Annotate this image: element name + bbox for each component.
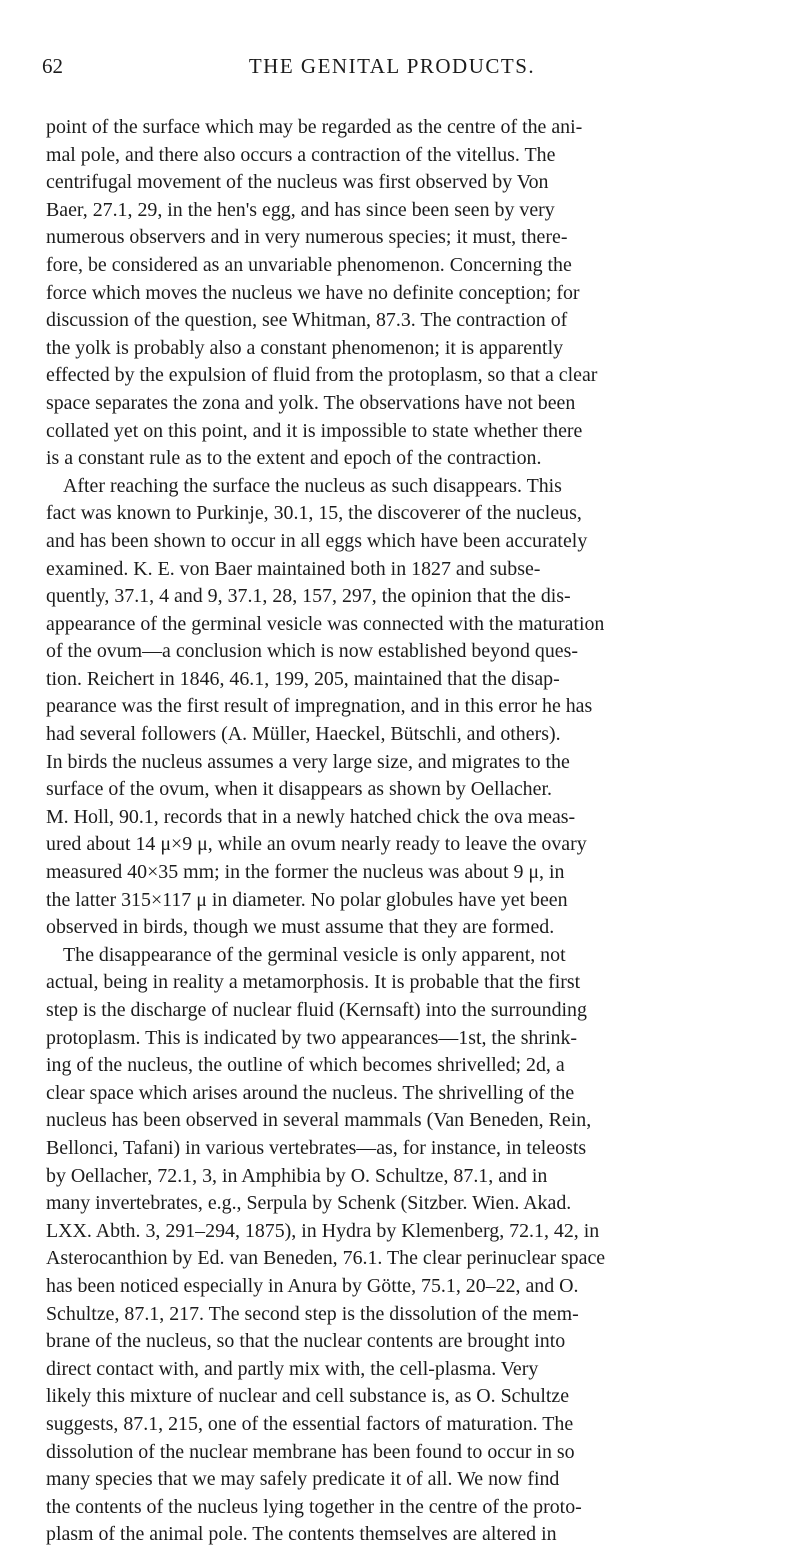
- text-line: by Oellacher, 72.1, 3, in Amphibia by O. Schultze, 87.1, and in: [46, 1164, 548, 1187]
- text-line: ing of the nucleus, the outline of which becomes shrivelled; 2d, a: [46, 1054, 565, 1077]
- text-line: the latter 315×117 μ in diameter. No polar globules have yet been: [46, 888, 568, 911]
- text-line: force which moves the nucleus we have no definite conception; for: [46, 281, 580, 304]
- page-number: 62: [42, 54, 63, 78]
- text-line: Schultze, 87.1, 217. The second step is the dissolution of the mem-: [46, 1302, 579, 1325]
- text-line: the contents of the nucleus lying together in the centre of the proto-: [46, 1495, 582, 1518]
- text-line: had several followers (A. Müller, Haeckel, Bütschli, and others).: [46, 723, 561, 746]
- text-line: appearance of the germinal vesicle was connected with the maturation: [46, 612, 605, 635]
- text-line: dissolution of the nuclear membrane has been found to occur in so: [46, 1440, 575, 1463]
- running-header: [42, 48, 762, 84]
- text-line: tion. Reichert in 1846, 46.1, 199, 205, maintained that the disap-: [46, 667, 560, 690]
- text-line: numerous observers and in very numerous species; it must, there-: [46, 226, 568, 249]
- text-line: and has been shown to occur in all eggs which have been accurately: [46, 529, 588, 552]
- text-line: measured 40×35 mm; in the former the nucleus was about 9 μ, in: [46, 861, 565, 884]
- text-line: discussion of the question, see Whitman, 87.3. The contraction of: [46, 309, 568, 332]
- text-line: has been noticed especially in Anura by Götte, 75.1, 20–22, and O.: [46, 1274, 579, 1297]
- text-line: likely this mixture of nuclear and cell substance is, as O. Schultze: [46, 1385, 570, 1408]
- text-line: Asterocanthion by Ed. van Beneden, 76.1. The clear perinuclear space: [46, 1247, 606, 1270]
- paragraph-start-line: After reaching the surface the nucleus as such disappears. This: [63, 474, 562, 497]
- text-line: fact was known to Purkinje, 30.1, 15, the discoverer of the nucleus,: [46, 502, 582, 525]
- text-line: brane of the nucleus, so that the nuclear contents are brought into: [46, 1330, 566, 1353]
- text-line: centrifugal movement of the nucleus was first observed by Von: [46, 171, 549, 194]
- text-line: actual, being in reality a metamorphosis. It is probable that the first: [46, 971, 581, 994]
- text-line: Baer, 27.1, 29, in the hen's egg, and has since been seen by very: [46, 198, 555, 221]
- text-line: Bellonci, Tafani) in various vertebrates—as, for instance, in teleosts: [46, 1136, 587, 1159]
- text-line: quently, 37.1, 4 and 9, 37.1, 28, 157, 297, the opinion that the dis-: [46, 585, 571, 608]
- text-line: step is the discharge of nuclear fluid (Kernsaft) into the surrounding: [46, 999, 587, 1021]
- body-text: [46, 114, 766, 1549]
- text-line: plasm of the animal pole. The contents themselves are altered in: [46, 1523, 557, 1546]
- running-title: THE GENITAL PRODUCTS.: [248, 54, 536, 78]
- text-line: space separates the zona and yolk. The observations have not been: [46, 391, 576, 414]
- text-line: surface of the ovum, when it disappears as shown by Oellacher.: [46, 778, 552, 801]
- text-line: clear space which arises around the nucleus. The shrivelling of the: [46, 1081, 575, 1104]
- text-line: many species that we may safely predicate it of all. We now find: [46, 1468, 560, 1491]
- text-line: point of the surface which may be regarded as the centre of the ani-: [46, 116, 583, 138]
- text-line: of the ovum—a conclusion which is now established beyond ques-: [46, 640, 578, 663]
- text-line: nucleus has been observed in several mammals (Van Beneden, Rein,: [46, 1109, 592, 1132]
- text-line: LXX. Abth. 3, 291–294, 1875), in Hydra by Klemenberg, 72.1, 42, in: [46, 1219, 600, 1242]
- text-line: observed in birds, though we must assume that they are formed.: [46, 916, 555, 939]
- text-line: pearance was the first result of impregnation, and in this error he has: [46, 695, 593, 718]
- text-line: ured about 14 μ×9 μ, while an ovum nearly ready to leave the ovary: [46, 833, 587, 856]
- text-line: protoplasm. This is indicated by two appearances—1st, the shrink-: [46, 1026, 578, 1049]
- text-line: many invertebrates, e.g., Serpula by Schenk (Sitzber. Wien. Akad.: [46, 1192, 572, 1215]
- text-line: collated yet on this point, and it is impossible to state whether there: [46, 419, 583, 442]
- text-line: the yolk is probably also a constant phenomenon; it is apparently: [46, 336, 564, 359]
- text-line: In birds the nucleus assumes a very large size, and migrates to the: [46, 750, 570, 773]
- text-line: mal pole, and there also occurs a contraction of the vitellus. The: [46, 143, 556, 166]
- text-line: effected by the expulsion of fluid from the protoplasm, so that a clear: [46, 364, 598, 387]
- text-line: fore, be considered as an unvariable phenomenon. Concerning the: [46, 253, 572, 276]
- text-line: is a constant rule as to the extent and epoch of the contraction.: [46, 447, 542, 470]
- paragraph-start-line: The disappearance of the germinal vesicle is only apparent, not: [63, 943, 566, 966]
- text-line: suggests, 87.1, 215, one of the essential factors of maturation. The: [46, 1412, 574, 1435]
- text-line: examined. K. E. von Baer maintained both in 1827 and subse-: [46, 557, 541, 580]
- text-line: M. Holl, 90.1, records that in a newly hatched chick the ova meas-: [46, 805, 576, 828]
- text-line: direct contact with, and partly mix with, the cell-plasma. Very: [46, 1357, 539, 1380]
